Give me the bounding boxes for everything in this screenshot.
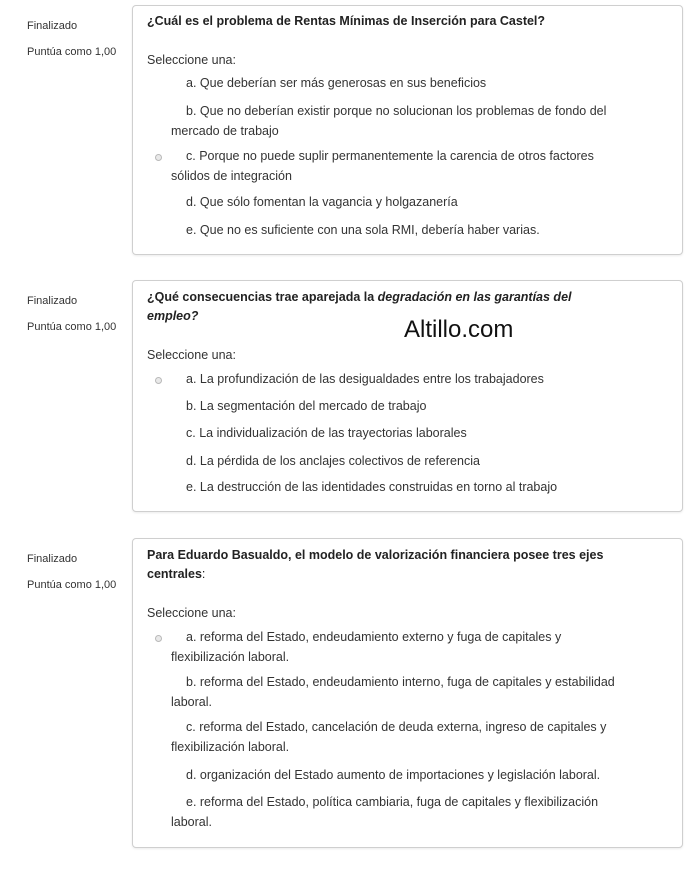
answer-option-d[interactable]: d. La pérdida de los anclajes colectivos de referencia	[186, 454, 480, 468]
question-grade: Puntúa como 1,00	[27, 579, 117, 591]
question-content	[132, 538, 683, 848]
question-content	[132, 280, 683, 512]
answer-option-c[interactable]: c. Porque no puede suplir permanentemente la carencia de otros factores sólidos de integración	[171, 149, 594, 183]
answer-option-b[interactable]: b. La segmentación del mercado de trabajo	[186, 399, 427, 413]
answer-option-e[interactable]: e. La destrucción de las identidades construidas en torno al trabajo	[186, 480, 558, 494]
question-grade: Puntúa como 1,00	[27, 46, 117, 58]
answer-option-b[interactable]: b. reforma del Estado, endeudamiento interno, fuga de capitales y estabilidad laboral.	[171, 675, 615, 709]
answer-option-b[interactable]: b. Que no deberían existir porque no solucionan los problemas de fondo del mercado de trabajo	[171, 104, 607, 138]
question-text: ¿Cuál es el problema de Rentas Mínimas de Inserción para Castel?	[147, 14, 546, 28]
answer-option-d[interactable]: d. Que sólo fomentan la vagancia y holgazanería	[186, 195, 458, 209]
answer-option-e[interactable]: e. Que no es suficiente con una sola RMI, debería haber varias.	[186, 223, 540, 237]
question-text: Para Eduardo Basualdo, el modelo de valorización financiera posee tres ejes centrales:	[147, 548, 604, 581]
answer-prompt: Seleccione una:	[147, 53, 236, 67]
selected-radio-icon	[155, 154, 162, 161]
question-grade: Puntúa como 1,00	[27, 321, 117, 333]
question-content	[132, 5, 683, 255]
answer-prompt: Seleccione una:	[147, 348, 236, 362]
question-state: Finalizado	[27, 553, 78, 565]
answer-option-e[interactable]: e. reforma del Estado, política cambiaria, fuga de capitales y flexibilización laboral.	[171, 795, 599, 829]
answer-option-a[interactable]: a. Que deberían ser más generosas en sus beneficios	[186, 76, 487, 90]
selected-radio-icon	[155, 377, 162, 384]
answer-option-a[interactable]: a. La profundización de las desigualdades entre los trabajadores	[186, 372, 544, 386]
watermark-text: Altillo.com	[404, 316, 514, 343]
answer-option-c[interactable]: c. reforma del Estado, cancelación de deuda externa, ingreso de capitales y flexibilización laboral.	[171, 720, 607, 754]
answer-prompt: Seleccione una:	[147, 606, 236, 620]
question-state: Finalizado	[27, 20, 78, 32]
answer-option-a[interactable]: a. reforma del Estado, endeudamiento externo y fuga de capitales y flexibilización laboral.	[171, 630, 562, 664]
selected-radio-icon	[155, 635, 162, 642]
question-state: Finalizado	[27, 295, 78, 307]
question-text: ¿Qué consecuencias trae aparejada la degradación en las garantías del empleo?	[147, 290, 572, 323]
answer-option-d[interactable]: d. organización del Estado aumento de importaciones y legislación laboral.	[186, 768, 601, 782]
answer-option-c[interactable]: c. La individualización de las trayectorias laborales	[186, 426, 467, 440]
